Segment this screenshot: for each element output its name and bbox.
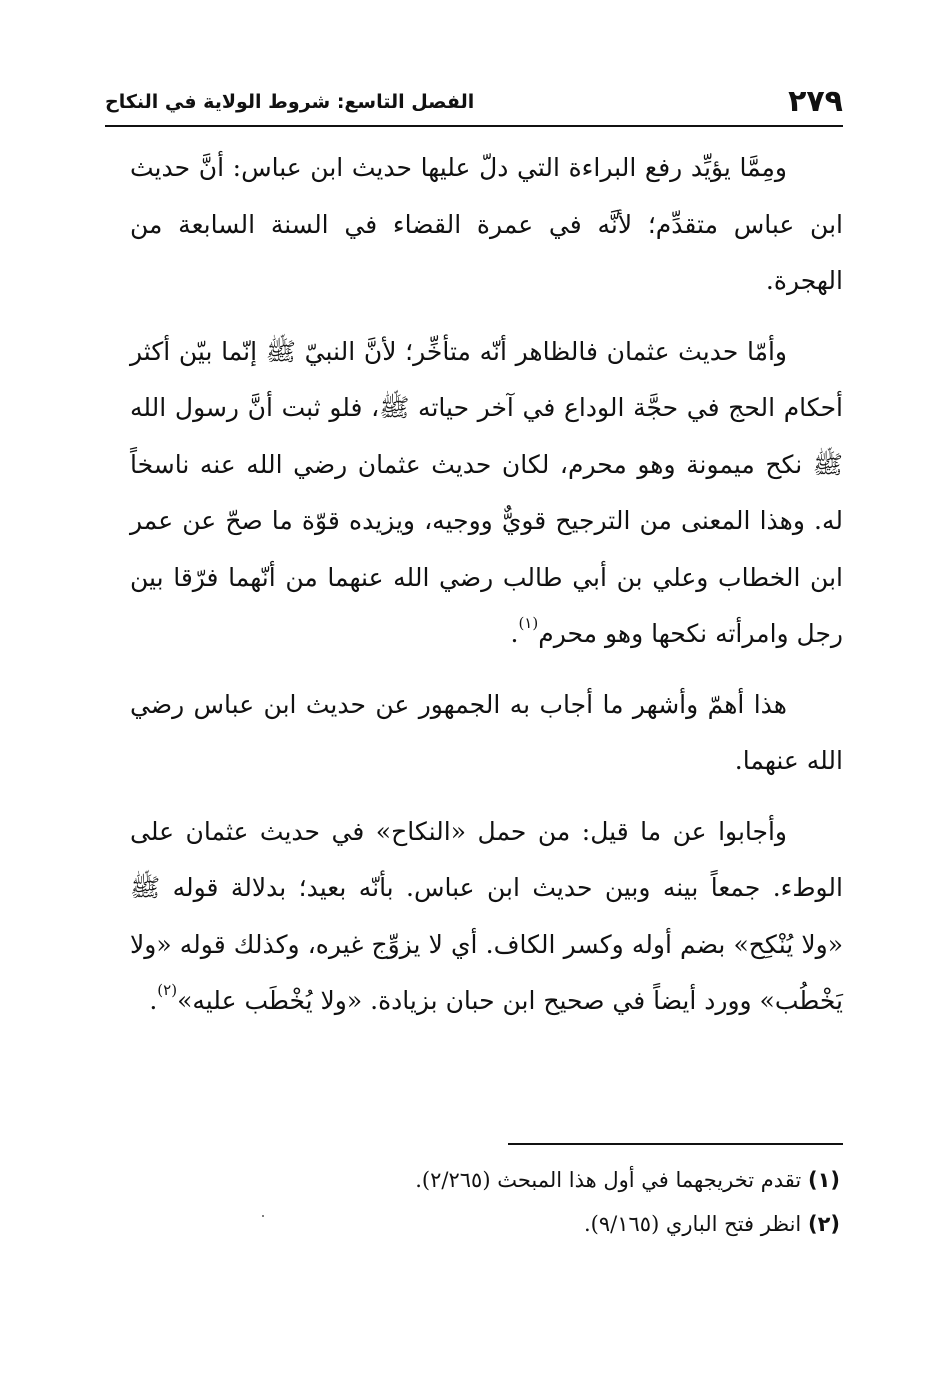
page-header bbox=[105, 84, 843, 124]
footnote-2-mark: (٢) bbox=[807, 1212, 840, 1236]
footnote-2-text: انظر فتح الباري (٩/١٦٥). bbox=[583, 1212, 802, 1236]
scan-speck bbox=[262, 1215, 264, 1217]
footnote-1-text: تقدم تخريجهما في أول هذا المبحث (٢/٢٦٥). bbox=[415, 1168, 802, 1192]
footnote-separator bbox=[508, 1143, 843, 1145]
paragraph-2-text: وأمّا حديث عثمان فالظاهر أنّه متأخِّر؛ لأنَّ النبيّ ﷺ إنّما بيّن أكثر أحكام الحج في حجَّة الوداع في آخر حياته ﷺ، فلو ثبت أنَّ رسول الله ﷺ نكح ميمونة وهو محرم، لكان حديث عثمان رضي الله عنه ناسخاً له. وهذا المعنى من الترجيح قويٌّ ووجيه، ويزيده قوّة ما صحّ عن عمر ابن الخطاب وعلي بن أبي طالب رضي الله عنهما من أنّهما فرّقا بين رجل وامرأته نكحها وهو محرم bbox=[130, 336, 843, 648]
paragraph-1-text: ومِمَّا يؤيِّد رفع البراءة التي دلّ عليها حديث ابن عباس: أنَّ حديث ابن عباس متقدِّم؛ لأنَّه في عمرة القضاء في السنة السابعة من الهجرة. bbox=[130, 153, 843, 295]
paragraph-2 bbox=[130, 324, 843, 663]
footnote-1-mark: (١) bbox=[807, 1168, 840, 1192]
footnotes bbox=[130, 1158, 840, 1246]
running-title: الفصل التاسع: شروط الولاية في النكاح bbox=[105, 91, 475, 113]
paragraph-4-text: وأجابوا عن ما قيل: من حمل «النكاح» في حديث عثمان على الوطء. جمعاً بينه وبين حديث ابن عباس. بأنّه بعيد؛ بدلالة قوله ﷺ «ولا يُنْكِح» بضم أوله وكسر الكاف. أي لا يزوِّج غيره، وكذلك قوله «ولا يَخْطُب» وورد أيضاً في صحيح ابن حبان بزيادة. «ولا يُخْطَب عليه» bbox=[130, 816, 843, 1015]
footnote-ref-1[interactable]: (١) bbox=[518, 614, 539, 632]
page-number: ٢٧٩ bbox=[788, 84, 843, 119]
footnote-ref-2[interactable]: (٢) bbox=[157, 981, 178, 999]
paragraph-3 bbox=[130, 677, 843, 790]
paragraph-4-end: . bbox=[149, 986, 158, 1015]
paragraph-1 bbox=[130, 140, 843, 310]
paragraph-3-text: هذا أهمّ وأشهر ما أجاب به الجمهور عن حديث ابن عباس رضي الله عنهما. bbox=[130, 689, 843, 775]
footnote-2 bbox=[130, 1202, 840, 1246]
paragraph-4 bbox=[130, 804, 843, 1030]
main-text bbox=[130, 140, 843, 1030]
header-rule bbox=[105, 125, 843, 127]
paragraph-2-end: . bbox=[510, 619, 519, 648]
footnote-1 bbox=[130, 1158, 840, 1202]
